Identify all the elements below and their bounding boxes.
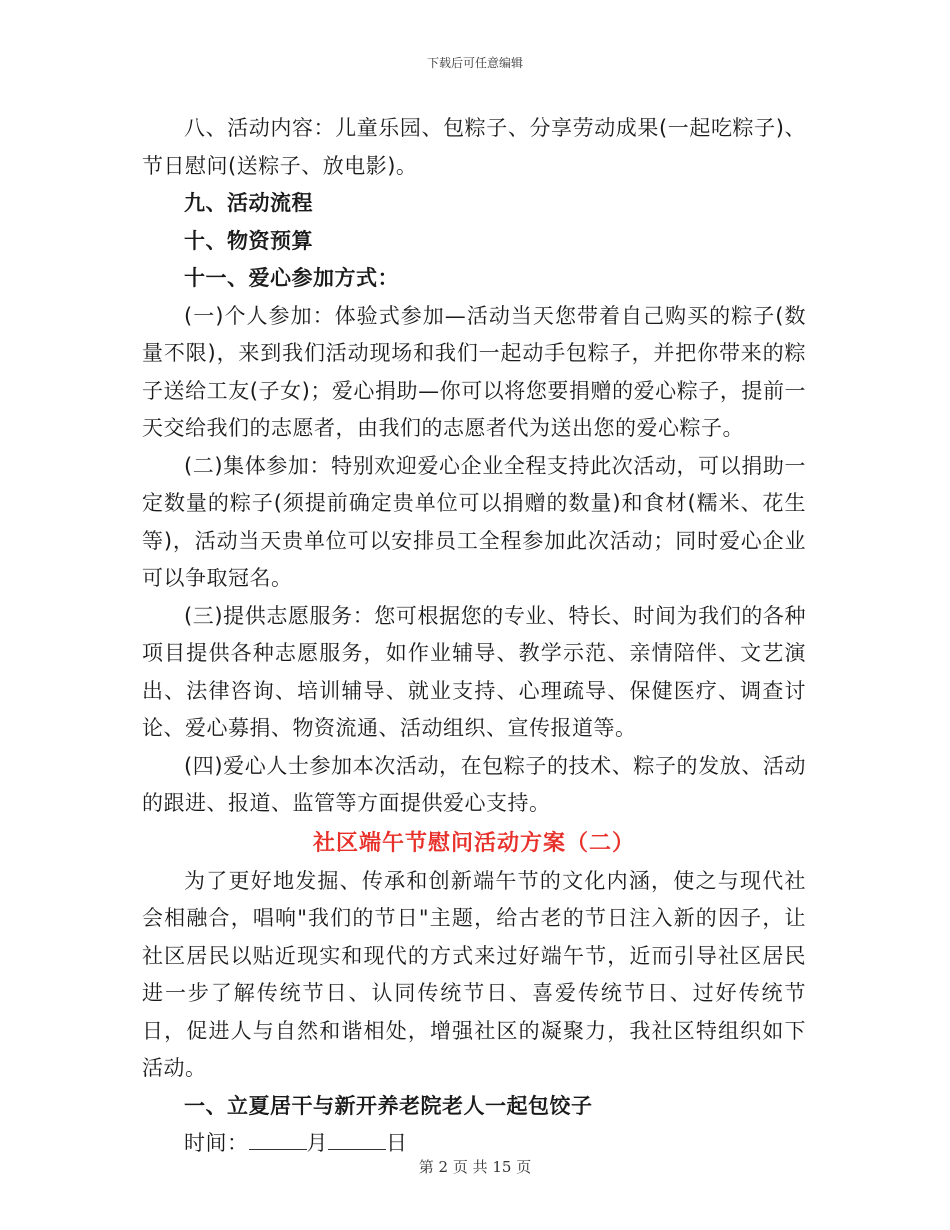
day-blank — [328, 1129, 386, 1150]
time-label: 时间： — [184, 1131, 249, 1155]
paragraph-individual-participation: (一)个人参加：体验式参加—活动当天您带着自己购买的粽子(数量不限)，来到我们活动现场和我们一起动手包粽子，并把你带来的粽子送给工友(子女)；爱心捐助—你可以将您要捐赠的爱心粽子，提前一天交给我们的志愿者，由我们的志愿者代为送出您的爱心粽子。 — [142, 303, 806, 440]
paragraph-group-participation: (二)集体参加：特别欢迎爱心企业全程支持此次活动，可以捐助一定数量的粽子(须提前确定贵单位可以捐赠的数量)和食材(糯米、花生等)，活动当天贵单位可以安排员工全程参加此次活动；同时爱心企业可以争取冠名。 — [142, 453, 806, 590]
month-blank — [249, 1129, 307, 1150]
heading-material-budget: 十、物资预算 — [184, 228, 313, 253]
month-label: 月 — [306, 1131, 328, 1155]
section-title-plan-two: 社区端午节慰问活动方案（二） — [312, 829, 635, 856]
paragraph-intro: 为了更好地发掘、传承和创新端午节的文化内涵，使之与现代社会相融合，唱响"我们的节日"主题，给古老的节日注入新的因子，让社区居民以贴近现实和现代的方式来过好端午节，近而引导社区居民进一步了解传统节日、认同传统节日、喜爱传统节日、过好传统节日，促进人与自然和谐相处，增强社区的凝聚力，我社区特组织如下活动。 — [142, 868, 806, 1080]
paragraph-volunteer-service: (三)提供志愿服务：您可根据您的专业、特长、时间为我们的各种项目提供各种志愿服务，如作业辅导、教学示范、亲情陪伴、文艺演出、法律咨询、培训辅导、就业支持、心理疏导、保健医疗、调查讨论、爱心募捐、物资流通、活动组织、宣传报道等。 — [142, 603, 806, 740]
document-body — [142, 110, 806, 1163]
page-header-note: 下载后可任意编辑 — [426, 56, 523, 70]
heading-dumplings-activity: 一、立夏居干与新开养老院老人一起包饺子 — [184, 1093, 593, 1118]
page-footer: 第 2 页 共 15 页 — [418, 1158, 532, 1176]
heading-activity-process: 九、活动流程 — [184, 191, 313, 215]
paragraph-caring-people: (四)爱心人士参加本次活动，在包粽子的技术、粽子的发放、活动的跟进、报道、监管等方面提供爱心支持。 — [142, 753, 806, 815]
heading-participation-methods: 十一、爱心参加方式： — [184, 266, 399, 290]
day-label: 日 — [386, 1131, 408, 1155]
paragraph-activity-content: 八、活动内容：儿童乐园、包粽子、分享劳动成果(一起吃粽子)、节日慰问(送粽子、放电影)。 — [142, 116, 806, 178]
